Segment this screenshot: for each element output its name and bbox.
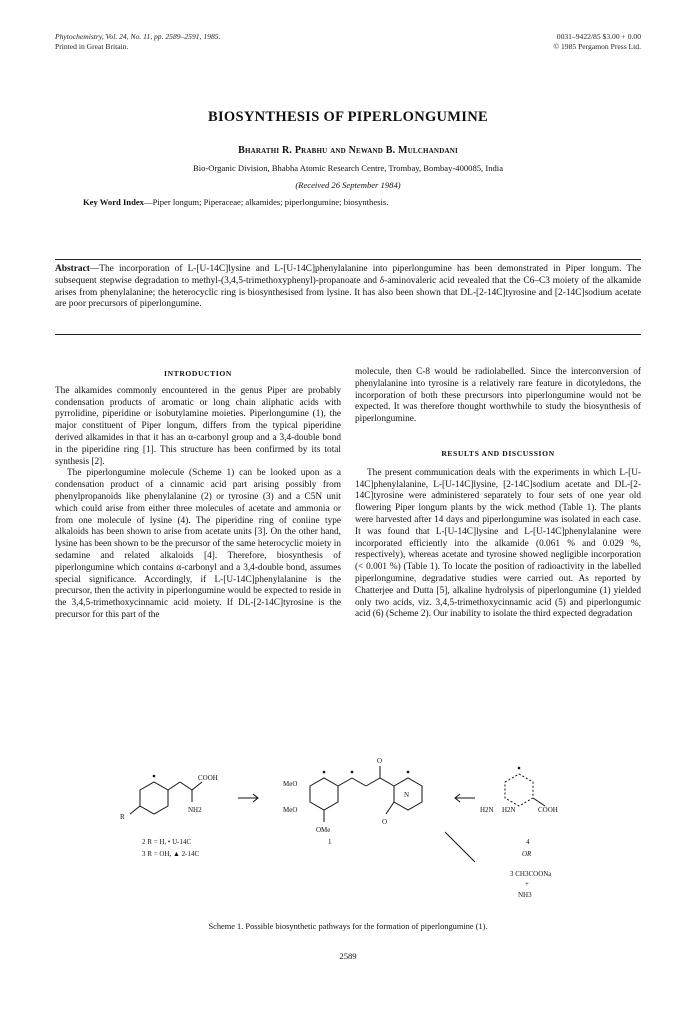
intro-paragraph-1: The alkamides commonly encountered in the genus Piper are probably condensation products of aromatic or long chain aliphatic acids with pyrrolidine, piperidine or isobutylamine moieties. Piperlongumine (1), the major constituent of Piper longum, differs from the typical piperidine derived alkamides in that it has an α-carbonyl group and a 3,4-double bond in the piperidine ring [1]. This structure has been confirmed by its total synthesis [2]. [55,385,341,467]
carbonyl-bond [386,802,394,814]
abstract-label: Abstract [55,264,90,274]
affiliation: Bio-Organic Division, Bhabha Atomic Research Centre, Trombay, Bombay-400085, India [192,163,504,173]
intro-paragraph-2: The piperlongumine molecule (Scheme 1) can be looked upon as a condensation product of a cinnamic acid part arising possibly from phenylpropanoids like phenylalanine (2) or tyrosine (3) and a C5N unit which could arise from either three molecules of acetate and ammonia or from one molecule of lysine (4). The piperidine ring of coniine type alkaloids has been shown to arise from acetate units [3]. On the other hand, lysine has been shown to be the precursor of the same heterocyclic moiety in sedamine and related alkaloids [4]. Therefore, biosynthesis of piperlongumine which contains α-carbonyl and a 3,4-double bond, assumes special significance. Accordingly, if L-[U-14C]phenylalanine is the precursor, then the activity in piperlongumine would be expected to reside in the 3,4,5-trimethoxycinnamic acid moiety. If DL-[2-14C]tyrosine is the precursor for this part of the [55,468,341,620]
left-column [55,368,341,622]
page-number: 2589 [339,951,357,961]
price-line: 0031–9422/85 $3.00 + 0.00 [556,32,641,41]
label-dot [351,771,354,774]
scheme-1-diagram [100,752,600,914]
plus-label: + [525,880,529,888]
bond [366,778,380,786]
intro-heading: INTRODUCTION [164,369,232,378]
journal-line: Phytochemistry, Vol. 24, No. 11, pp. 2589–2591, 1985. [55,32,221,41]
h2n-label-2: H2N [502,806,516,814]
compound-4-label: 4 [526,838,530,846]
acetate-label: 3 CH3COONa [510,870,552,878]
printed-line: Printed in Great Britain. [55,41,129,51]
bond [168,782,180,790]
arrow-diagonal [445,832,475,862]
results-heading: RESULTS AND DISCUSSION [441,448,555,458]
compound-1-label: 1 [328,838,332,846]
meo-label-top: MeO [283,780,298,788]
nh2-label: NH2 [188,806,202,814]
ammonia-label: NH3 [518,891,532,899]
label-dot [323,771,326,774]
o-label-bottom: O [382,818,388,826]
n-label: N [404,791,410,799]
paper-title: BIOSYNTHESIS OF PIPERLONGUMINE [208,109,488,125]
bond [338,778,352,786]
abstract-bottom-rule [55,334,641,335]
bond [192,782,202,790]
authors: Bharathi R. Prabhu and Newand B. Mulchandani [238,145,458,156]
ome-label: OMe [316,826,331,834]
cooh-label: COOH [198,774,218,782]
results-paragraph-1: The present communication deals with the experiments in which L-[U-14C]phenylalanine, L-[U-14C]lysine, [2-14C]sodium acetate and DL-[2-14C]tyrosine were administered separately to four sets of one year old flowering Piper longum plants by the wick method (Table 1). The plants were harvested after 14 days and piperlongumine was isolated in each case. It was found that L-[U-14C]lysine and L-[U-14C]phenylalanine were incorporated efficiently into the alkamide (0.061 % and 0.029 %, respectively), whereas acetate and tyrosine showed negligible incorporation (< 0.001 %) (Table 1). To locate the position of radioactivity in the labelled piperlongumine, degradative studies were carried out. As reported by Chatterjee and Dutta [5], alkaline hydrolysis of piperlongumine (1) yielded only two acids, viz. 3,4,5-trimethoxycinnamic acid (5) and piperlongumic acid (6) (Scheme 2). Our inability to isolate the third expected degradation [355,467,641,620]
cooh-label-lysine: COOH [538,806,558,814]
label-dot [407,771,410,774]
journal-citation [55,32,220,51]
scheme-caption: Scheme 1. Possible biosynthetic pathways for the formation of piperlongumine (1). [208,922,488,931]
benzene-ring-2 [140,782,168,814]
bond [180,782,192,790]
right-column [355,367,641,621]
or-label: OR [522,850,532,858]
abstract [55,264,641,311]
bond [130,806,140,814]
r-label: R [120,813,125,821]
abstract-text: —The incorporation of L-[U-14C]lysine and L-[U-14C]phenylalanine into piperlongumine has been demonstrated in Piper longum. The subsequent stepwise degradation to methyl-(3,4,5-trimethoxyphenyl)-propanoate and δ-aminovaleric acid revealed that the C6–C3 moiety of the alkamide arises from phenylalanine; the heterocyclic ring is biosynthesised from lysine. It has also been shown that DL-[2-14C]tyrosine and [2-14C]sodium acetate are poor precursors of piperlongumine. [55,264,641,310]
right-paragraph-1: molecule, then C-8 would be radiolabelled. Since the interconversion of phenylalanine into tyrosine is a relatively rare feature in dicotyledons, the incorporation of both these precursors into piperlongumine would not be expected. It was therefore thought worthwhile to study the biosynthesis of piperlongumine. [355,367,641,425]
bond [380,778,394,786]
lysine-ring [505,774,533,806]
copyright-line: © 1985 Pergamon Press Ltd. [553,41,641,51]
abstract-top-rule [55,259,641,260]
compound-3-label: 3 R = OH, ▲ 2-14C [142,850,200,858]
meo-label-bottom: MeO [283,806,298,814]
h2n-label-1: H2N [480,806,494,814]
publisher-info [553,32,641,51]
keywords-text: —Piper longum; Piperaceae; alkamides; piperlongumine; biosynthesis. [143,197,389,207]
received-date: (Received 26 September 1984) [295,180,401,190]
label-dot [518,767,521,770]
keywords-label: Key Word Index [83,197,144,207]
compound-2-label: 2 R = H, • U-14C [142,838,192,846]
bond [533,798,545,806]
label-dot [153,775,156,778]
bond [352,778,366,786]
keywords [83,197,388,207]
o-label-top: O [377,757,383,765]
benzene-ring-1 [310,778,338,810]
